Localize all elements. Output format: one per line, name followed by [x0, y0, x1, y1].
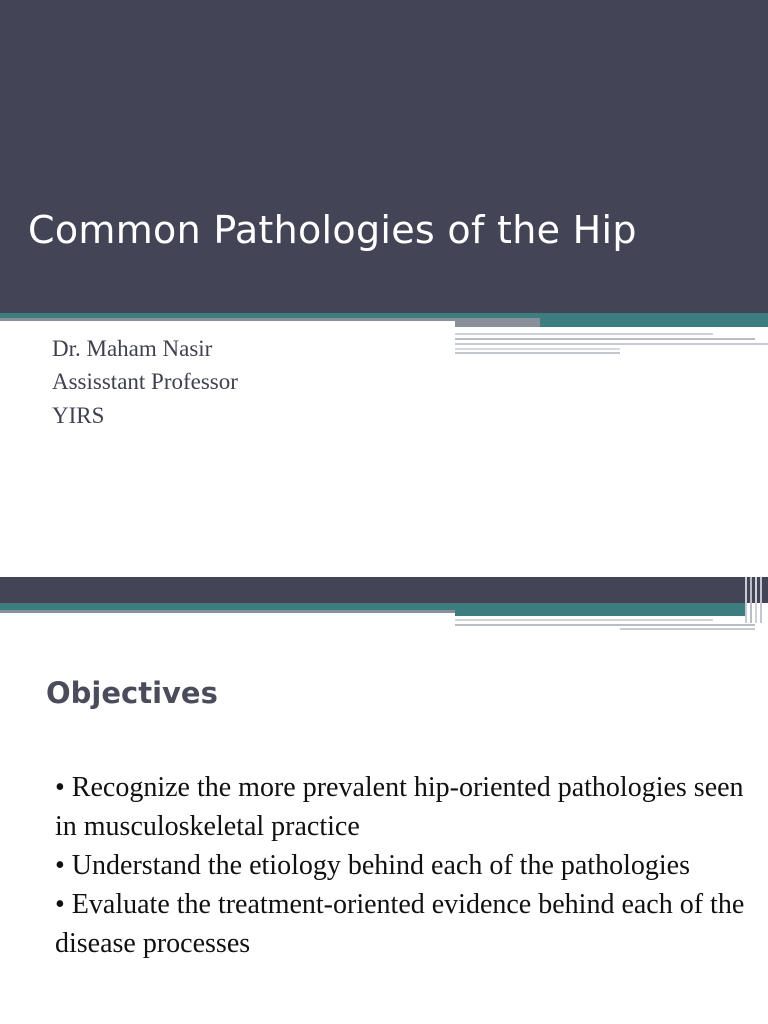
decor-teal-block [455, 610, 745, 616]
content-slide-header [0, 577, 768, 603]
decor-stripe [455, 352, 620, 354]
decor-teal-block [540, 318, 768, 327]
decor-stripe [620, 628, 755, 630]
decor-stripe [455, 343, 768, 345]
decor-stripe [455, 338, 755, 340]
decor-stripe [455, 624, 755, 626]
presenter-institution: YIRS [52, 403, 105, 428]
decor-gray-block [455, 321, 540, 327]
decor-stripe [455, 333, 713, 335]
decor-gray-band [0, 610, 455, 613]
objectives-heading: Objectives [46, 676, 218, 710]
list-item: • Evaluate the treatment-oriented evidence behind each of the disease processes [55, 889, 745, 959]
slide-title: Common Pathologies of the Hip [28, 208, 637, 252]
title-slide-header [0, 0, 768, 313]
list-item: • Understand the etiology behind each of the pathologies [55, 850, 690, 881]
decor-vstripe [760, 577, 762, 623]
decor-vstripe [755, 577, 757, 623]
decor-stripe [455, 348, 620, 350]
presenter-name: Dr. Maham Nasir [52, 336, 213, 361]
list-item: • Recognize the more prevalent hip-oriented pathologies seen in musculoskeletal practice [55, 772, 744, 842]
objectives-list [55, 768, 755, 963]
decor-vstripe [745, 577, 747, 623]
decor-vstripe [750, 577, 752, 623]
decor-stripe [455, 619, 713, 621]
decor-teal-band [0, 603, 745, 610]
presenter-title: Assisstant Professor [52, 369, 238, 394]
